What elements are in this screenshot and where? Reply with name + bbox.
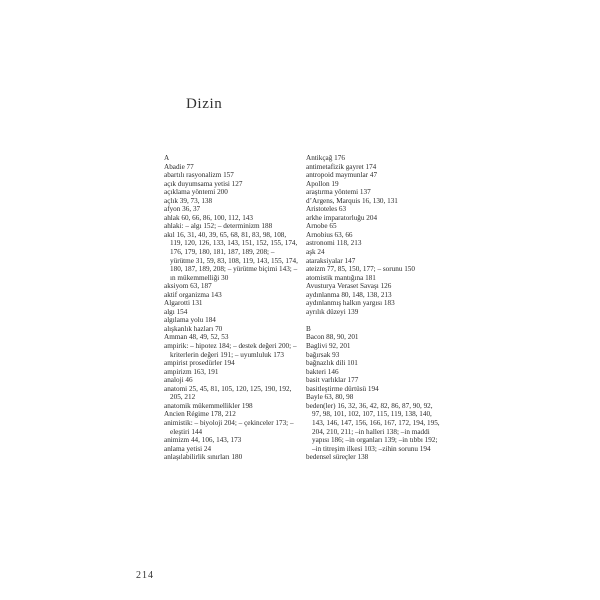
index-entry: aydınlanma 80, 148, 138, 213 <box>306 290 392 299</box>
index-entry: aşk 24 <box>306 248 325 257</box>
index-entry: atomistik mantığına 181 <box>306 273 376 282</box>
index-entry: d’Argens, Marquis 16, 130, 131 <box>306 196 398 205</box>
index-entry: arkhe imparatorluğu 204 <box>306 213 378 222</box>
index-entry: analoji 46 <box>164 376 193 385</box>
index-entry: Bayle 63, 80, 98 <box>306 393 354 402</box>
index-entry: anatomik mükemmellikler 198 <box>164 401 253 410</box>
index-entry: anlaşılabilirlik sınırları 180 <box>164 453 243 462</box>
index-entry: anatomi 25, 45, 81, 105, 120, 125, 190, 192, 205, 212 <box>164 384 292 402</box>
index-entry: Algarotti 131 <box>164 299 203 308</box>
index-entry: ampirik: – hipotez 184; – destek değeri 200; – kriterlerin değeri 191; – uyumluluk 173 <box>164 342 297 359</box>
index-entry: aksiyom 63, 187 <box>164 282 212 291</box>
index-entry: Bacon 88, 90, 201 <box>306 333 359 342</box>
index-entry: Abadie 77 <box>164 162 194 171</box>
index-entry: ampirist prosedürler 194 <box>164 359 235 368</box>
index-entry: Antikçağ 176 <box>306 154 345 162</box>
index-entry: bedensel süreçler 138 <box>306 453 369 462</box>
index-entry: algılama yolu 184 <box>164 316 216 325</box>
index-entry: araştırma yöntemi 137 <box>306 188 371 197</box>
index-entry: aydınlanmış halkın yargısı 183 <box>306 299 395 308</box>
index-entry: antimetafizik gayret 174 <box>306 162 377 171</box>
index-column-left <box>164 154 298 462</box>
index-entry: basit varlıklar 177 <box>306 376 359 385</box>
index-entry: Apollon 19 <box>306 179 339 188</box>
index-entry: animistik: – biyoloji 204; – çekinceler 173; – eleştiri 144 <box>164 418 294 436</box>
index-entry: antropoid maymunlar 47 <box>306 171 378 180</box>
index-entry: Ancien Régime 178, 212 <box>164 410 236 419</box>
index-entry: beden(ler) 16, 32, 36, 42, 82, 86, 87, 90, 92, 97, 98, 101, 102, 107, 115, 119, 138, 140, 143, 146, 147, 156, 166, 167, 172, 194, 195, 204, 210, 211; –in halleri 138; –in maddi yapısı 186; –in organları 139; –in tıbbı 192; –in titreşim ilkesi 103; –zihin sorunu 194 <box>306 401 440 453</box>
page-number: 214 <box>136 570 154 581</box>
index-entry: ayrılık düzeyi 139 <box>306 307 359 316</box>
index-entry: alışkanlık hazları 70 <box>164 324 223 333</box>
index-entry: ahlak 60, 66, 86, 100, 112, 143 <box>164 213 253 222</box>
index-entry: basitleştirme dürtüsü 194 <box>306 384 379 393</box>
index-entry: Aristoteles 63 <box>306 205 347 214</box>
index-letter-heading: B <box>306 324 311 333</box>
index-entry: Amman 48, 49, 52, 53 <box>164 333 229 342</box>
index-entry: açlık 39, 73, 138 <box>164 196 213 205</box>
index-entry: bakteri 146 <box>306 367 339 376</box>
index-entry: anlama yetisi 24 <box>164 444 212 453</box>
index-entry: astronomi 118, 213 <box>306 239 362 248</box>
index-entry: ataraksiyalar 147 <box>306 256 356 265</box>
index-entry: Avusturya Veraset Savaşı 126 <box>306 282 392 291</box>
index-entry: açıklama yöntemi 200 <box>164 188 228 197</box>
index-entry: ateizm 77, 85, 150, 177; – sorunu 150 <box>306 265 415 274</box>
index-entry: akıl 16, 31, 40, 39, 65, 68, 81, 83, 98, 108, 119, 120, 126, 133, 143, 151, 152, 155, 174, 176, 179, 180, 181, 187, 189, 208; – yürütme 31, 59, 83, 108, 119, 143, 155, 174, 180, 187, 189, 208; – yürütme biçimi 143; – ın mükemmelliği 30 <box>164 230 298 282</box>
index-entry: Arnobe 65 <box>306 222 337 231</box>
index-entry: abartılı rasyonalizm 157 <box>164 171 234 180</box>
index-entry: aktif organizma 143 <box>164 290 222 299</box>
index-title: Dizin <box>186 96 223 112</box>
index-entry: bağnazlık dili 101 <box>306 359 358 368</box>
index-entry: Arnobius 63, 66 <box>306 230 353 239</box>
index-entry: ahlaki: – algı 152; – determinizm 188 <box>164 222 273 231</box>
index-entry: afyon 36, 37 <box>164 205 201 214</box>
index-entry: açık duyumsama yetisi 127 <box>164 179 243 188</box>
index-letter-heading: A <box>164 154 170 162</box>
index-entry: bağırsak 93 <box>306 350 340 359</box>
index-column-right <box>306 154 440 462</box>
index-entry: animizm 44, 106, 143, 173 <box>164 436 242 445</box>
index-entry: ampirizm 163, 191 <box>164 367 219 376</box>
index-entry: Baglivi 92, 201 <box>306 342 351 351</box>
section-gap <box>306 316 440 325</box>
index-entry: algı 154 <box>164 307 188 316</box>
